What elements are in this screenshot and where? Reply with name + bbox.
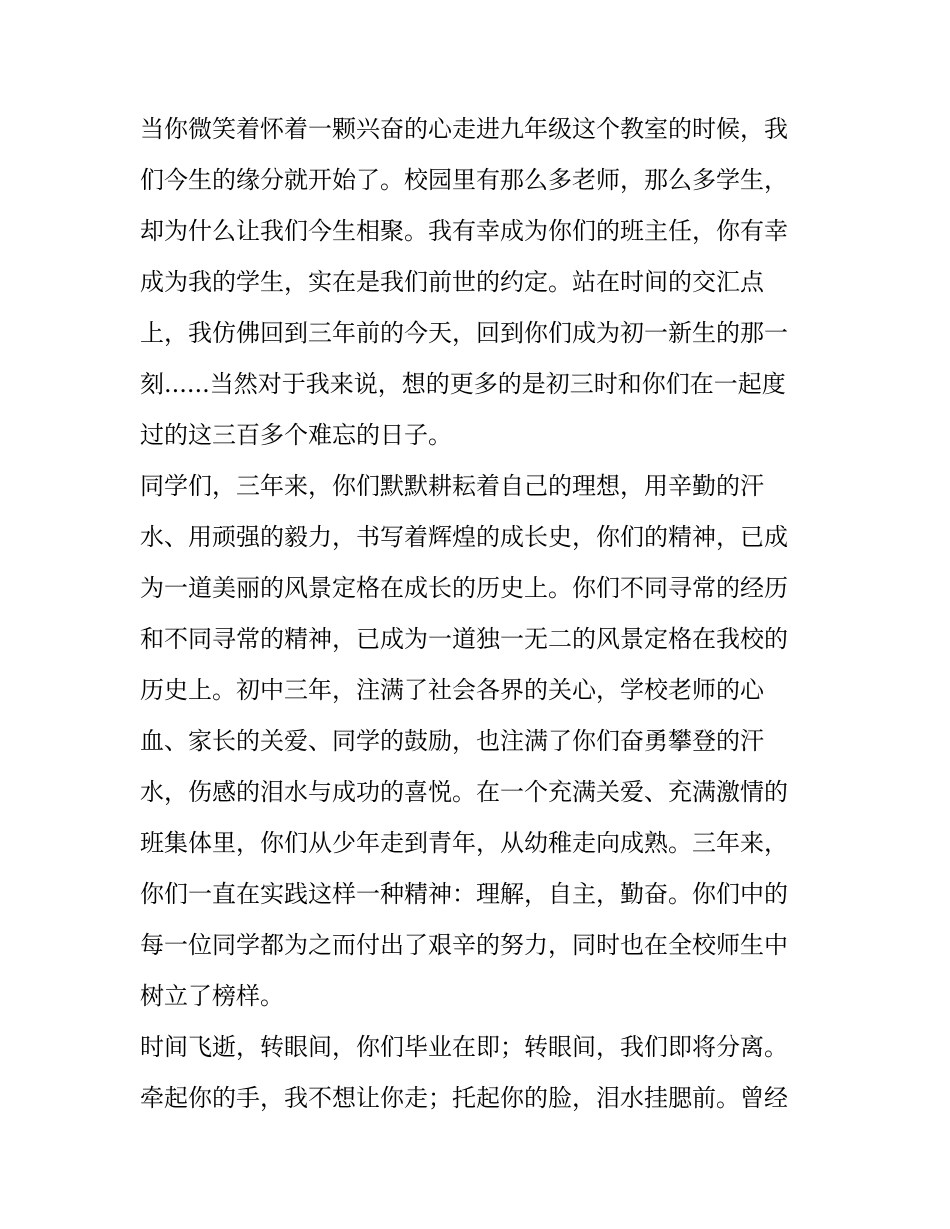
text-line: 你们一直在实践这样一种精神：理解，自主，勤奋。你们中的 bbox=[140, 880, 788, 908]
text-line: 上，我仿佛回到三年前的今天，回到你们成为初一新生的那一 bbox=[140, 319, 788, 347]
text-line: 们今生的缘分就开始了。校园里有那么多老师，那么多学生， bbox=[140, 166, 788, 194]
text-line: 时间飞逝，转眼间，你们毕业在即；转眼间，我们即将分离。 bbox=[140, 1033, 788, 1061]
text-line: 历史上。初中三年，注满了社会各界的关心，学校老师的心 bbox=[140, 676, 764, 704]
text-line: 为一道美丽的风景定格在成长的历史上。你们不同寻常的经历 bbox=[140, 574, 788, 602]
text-line: 班集体里，你们从少年走到青年，从幼稚走向成熟。三年来， bbox=[140, 829, 788, 857]
text-line: 树立了榜样。 bbox=[140, 982, 284, 1010]
text-line: 成为我的学生，实在是我们前世的约定。站在时间的交汇点 bbox=[140, 268, 764, 296]
text-line: 当你微笑着怀着一颗兴奋的心走进九年级这个教室的时候，我 bbox=[140, 115, 788, 143]
text-line: 水、用顽强的毅力，书写着辉煌的成长史，你们的精神，已成 bbox=[140, 523, 788, 551]
text-line: 却为什么让我们今生相聚。我有幸成为你们的班主任，你有幸 bbox=[140, 217, 788, 245]
text-line: 每一位同学都为之而付出了艰辛的努力，同时也在全校师生中 bbox=[140, 931, 788, 959]
body-text bbox=[140, 104, 820, 1124]
text-line: 血、家长的关爱、同学的鼓励，也注满了你们奋勇攀登的汗 bbox=[140, 727, 764, 755]
text-line: 水，伤感的泪水与成功的喜悦。在一个充满关爱、充满激情的 bbox=[140, 778, 788, 806]
text-line: 牵起你的手，我不想让你走；托起你的脸，泪水挂腮前。曾经 bbox=[140, 1084, 788, 1112]
text-line: 刻......当然对于我来说，想的更多的是初三时和你们在一起度 bbox=[140, 370, 786, 398]
text-line: 过的这三百多个难忘的日子。 bbox=[140, 421, 452, 449]
text-line: 同学们，三年来，你们默默耕耘着自己的理想，用辛勤的汗 bbox=[140, 472, 764, 500]
text-line: 和不同寻常的精神，已成为一道独一无二的风景定格在我校的 bbox=[140, 625, 788, 653]
